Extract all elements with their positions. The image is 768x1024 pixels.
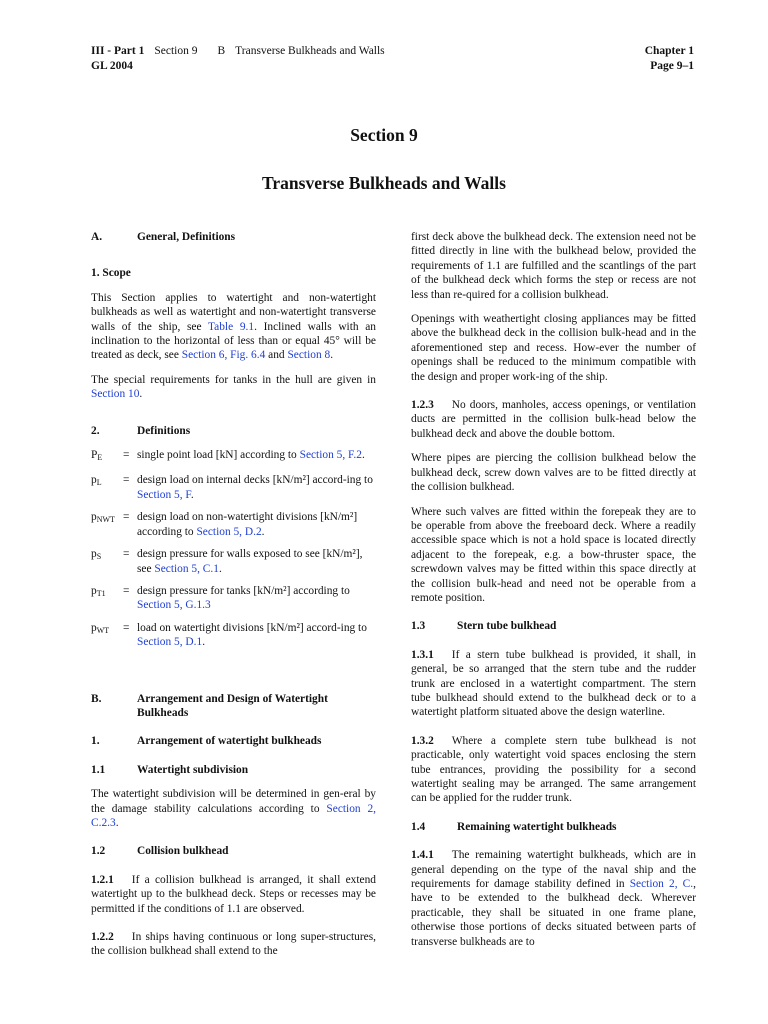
paragraph-1-3-1 [411,648,696,720]
heading-b12-title: Collision bulkhead [137,845,229,858]
text-run: . [202,636,206,649]
scope-paragraph-1 [91,291,376,363]
definition-text [137,448,376,465]
symbol-letter: p [91,584,97,597]
symbol-subscript: S [96,552,102,562]
text-run: and [265,349,288,362]
openings-paragraph: Openings with weathertight closing appliances may be fitted above the bulkhead deck in the collision bulk-head and in the aforementioned step and recess. How-ever the number of openings shall be reduced to the minimum compatible with the design and proper work-ing of the ship. [411,313,696,383]
definition-symbol [91,510,123,539]
text-run: design pressure for tanks [kN/m²] according to [137,584,350,597]
equals-sign: = [123,474,130,487]
heading-b12 [91,844,376,858]
definition-symbol [91,547,123,576]
definition-text [137,584,376,613]
link-section-2-c-2-3[interactable]: Section 2, C.2.3 [91,802,376,829]
heading-a [91,230,376,244]
equals-sign: = [123,548,130,561]
heading-b13 [411,619,696,633]
text-run: single point load [kN] according to [137,449,300,462]
paragraph-1-2-2 [91,930,376,959]
definition-text [137,473,376,502]
collision-continued-paragraph: first deck above the bulkhead deck. The extension need not be fitted directly in line with the bulkhead below, provided the requirements of 1.1 are fulfilled and the scantlings of the part of the bulkhead deck which forms the step or recess are not less than re-quired for a collision bulkhead. [411,231,696,301]
text-run: In ships having continuous or long super-structures, the collision bulkhead shall extend to the [91,931,376,958]
link-table-9-1[interactable]: Table 9.1 [208,320,255,333]
paragraph-number: 1.4.1 [411,849,434,862]
header-right [645,44,694,74]
text-run: . [361,449,365,462]
definition-link[interactable]: Section 5, D.1 [137,636,203,649]
text-run: Where a complete stern tube bulkhead is not practicable, only watertight void spaces enclosing the stern tube entrances, providing the possibility for a second watertight sealing may be arranged. The same arrangement can be applied for the rudder trunk. [411,734,696,805]
definition-row [91,473,376,502]
heading-b14 [411,820,696,834]
heading-b11-title: Watertight subdivision [137,763,249,776]
text-run: . [115,816,119,829]
symbol-letter: p [91,621,97,634]
symbol-subscript: NWT [96,515,115,525]
text-run: . [190,488,194,501]
symbol-subscript: T1 [96,588,106,598]
text-run: design pressure for walls exposed to see [kN/m²], see [137,548,363,575]
valves-paragraph: Where such valves are fitted within the forepeak they are to be operable from above the freeboard deck. Where a readily accessible space which is not a hold space is located directly adjacent to the forepeak, e.g. a bow-thruster space, the screwdown valves may be fitted within this space directly at the collision bulk-head and need not be operable from a remote position. [411,505,696,604]
link-section-6-fig-6-4[interactable]: Section 6, Fig. 6.4 [181,349,266,362]
header-edition: GL 2004 [91,60,133,72]
header-letter: B [217,45,226,57]
text-run: . [330,349,334,362]
symbol-subscript: WT [96,625,110,635]
definition-symbol [91,621,123,650]
heading-b12-number: 1.2 [91,845,106,858]
text-run: . [218,562,222,575]
paragraph-number: 1.3.2 [411,734,434,747]
text-run: The remaining watertight bulkheads, which are in general depending on the type of the naval ship and the requirements for damage stability defined in [411,849,696,891]
definition-symbol [91,473,123,502]
text-run: If a collision bulkhead is arranged, it shall extend watertight up to the bulkhead deck. Steps or recesses may be permitted if the conditions of 1.1 are observed. [91,873,376,915]
definition-text [137,510,376,539]
text-run: . [139,388,143,401]
heading-definitions [91,424,376,438]
heading-b14-number: 1.4 [411,820,426,833]
equals-sign: = [123,621,130,634]
link-section-2-c[interactable]: Section 2, C. [629,878,694,891]
pipes-paragraph: Where pipes are piercing the collision bulkhead below the bulkhead deck, screw down valves are to be fitted directly at the collision bulkhead. [411,452,696,494]
definition-symbol [91,448,123,465]
definitions-list [91,448,376,649]
heading-b [91,692,376,721]
symbol-letter: p [91,511,97,524]
heading-scope [91,266,376,280]
paragraph-1-3-2 [411,734,696,806]
right-column [411,230,696,949]
equals-sign: = [123,449,130,462]
left-column [91,230,376,959]
header-chapter: Chapter 1 [644,45,694,57]
link-section-8[interactable]: Section 8 [287,349,331,362]
definition-link[interactable]: Section 5, C.1 [154,562,219,575]
paragraph-number: 1.2.1 [91,873,114,886]
text-run: design load on non-watertight divisions [kN/m²] according to [137,511,358,538]
heading-definitions-title: Definitions [137,424,191,437]
heading-scope-title: 1. Scope [91,267,131,280]
heading-b13-title: Stern tube bulkhead [457,620,557,633]
text-run: The special requirements for tanks in the hull are given in [91,373,376,386]
text-run: No doors, manholes, access openings, or ventilation ducts are permitted in the collision bulk-head below the bulkhead deck and above the double bottom. [411,399,696,440]
paragraph-number: 1.2.2 [91,931,114,943]
definition-link[interactable]: Section 5, G.1.3 [137,599,211,612]
heading-b1 [91,734,376,748]
section-number-title: Section 9 [350,125,418,145]
section-name-title: Transverse Bulkheads and Walls [262,173,506,193]
definition-link[interactable]: Section 5, F [137,488,191,501]
paragraph-1-4-1 [411,848,696,949]
paragraph-number: 1.2.3 [411,399,434,412]
equals-sign: = [123,511,130,524]
header-section: Section 9 [154,45,198,57]
text-run: . Inclined walls with an inclination to the horizontal of less than or equal 45° will be treated as deck, see [91,320,376,362]
paragraph-number: 1.3.1 [411,648,434,661]
definition-row [91,621,376,650]
heading-b1-title: Arrangement of watertight bulkheads [137,735,322,748]
definition-row [91,448,376,465]
paragraph-1-2-1 [91,873,376,916]
heading-b13-number: 1.3 [411,620,426,633]
watertight-subdivision-paragraph [91,787,376,830]
definition-row [91,510,376,539]
running-header [91,44,694,76]
text-run: design load on internal decks [kN/m²] accord-ing to [137,474,373,487]
link-section-10[interactable]: Section 10 [91,388,140,401]
heading-a-number: A. [91,231,103,243]
text-run: , have to be extended to the bulkhead deck. Wherever practicable, they shall be situated in one frame plane, otherwise those portions of decks situated between parts of transverse bulkheads are to [411,878,696,948]
heading-a-title: General, Definitions [137,231,236,243]
definition-text [137,621,376,650]
heading-b11 [91,763,376,777]
symbol-letter: P [91,449,98,462]
definition-symbol [91,584,123,613]
heading-b-number: B. [91,692,102,705]
definition-text [137,547,376,576]
symbol-letter: p [91,474,97,487]
header-page: Page 9–1 [650,60,694,72]
heading-b11-number: 1.1 [91,763,106,776]
header-subject: Transverse Bulkheads and Walls [235,45,385,57]
heading-b14-title: Remaining watertight bulkheads [457,820,617,833]
paragraph-1-2-3 [411,398,696,441]
heading-definitions-number: 2. [91,424,100,437]
header-part: III - Part 1 [91,45,145,57]
text-run: If a stern tube bulkhead is provided, it shall, in general, be so arranged that the stern tube and the rudder trunk are enclosed in a watertight compartment. The stern tube bulkhead should extend to the bulkhead deck or to a watertight platform situated above the design waterline. [411,648,696,719]
definition-link[interactable]: Section 5, D.2 [196,525,262,538]
heading-b1-number: 1. [91,735,100,748]
symbol-subscript: E [97,453,103,463]
definition-row [91,584,376,613]
text-run: The watertight subdivision will be determined in gen-eral by the damage stability calculations according to [91,788,376,815]
definition-row [91,547,376,576]
text-run: load on watertight divisions [kN/m²] accord-ing to [137,621,367,634]
symbol-letter: p [91,548,97,561]
text-run: This Section applies to watertight and non-watertight bulkheads as well as watertight and non-watertight transverse walls of the ship, see [91,291,376,333]
equals-sign: = [123,584,130,597]
scope-paragraph-2 [91,373,376,402]
text-run: . [261,525,265,538]
symbol-subscript: L [96,478,102,488]
header-left [91,44,385,74]
heading-b-title: Arrangement and Design of Watertight Bulkheads [137,692,328,719]
definition-link[interactable]: Section 5, F.2 [299,449,362,462]
